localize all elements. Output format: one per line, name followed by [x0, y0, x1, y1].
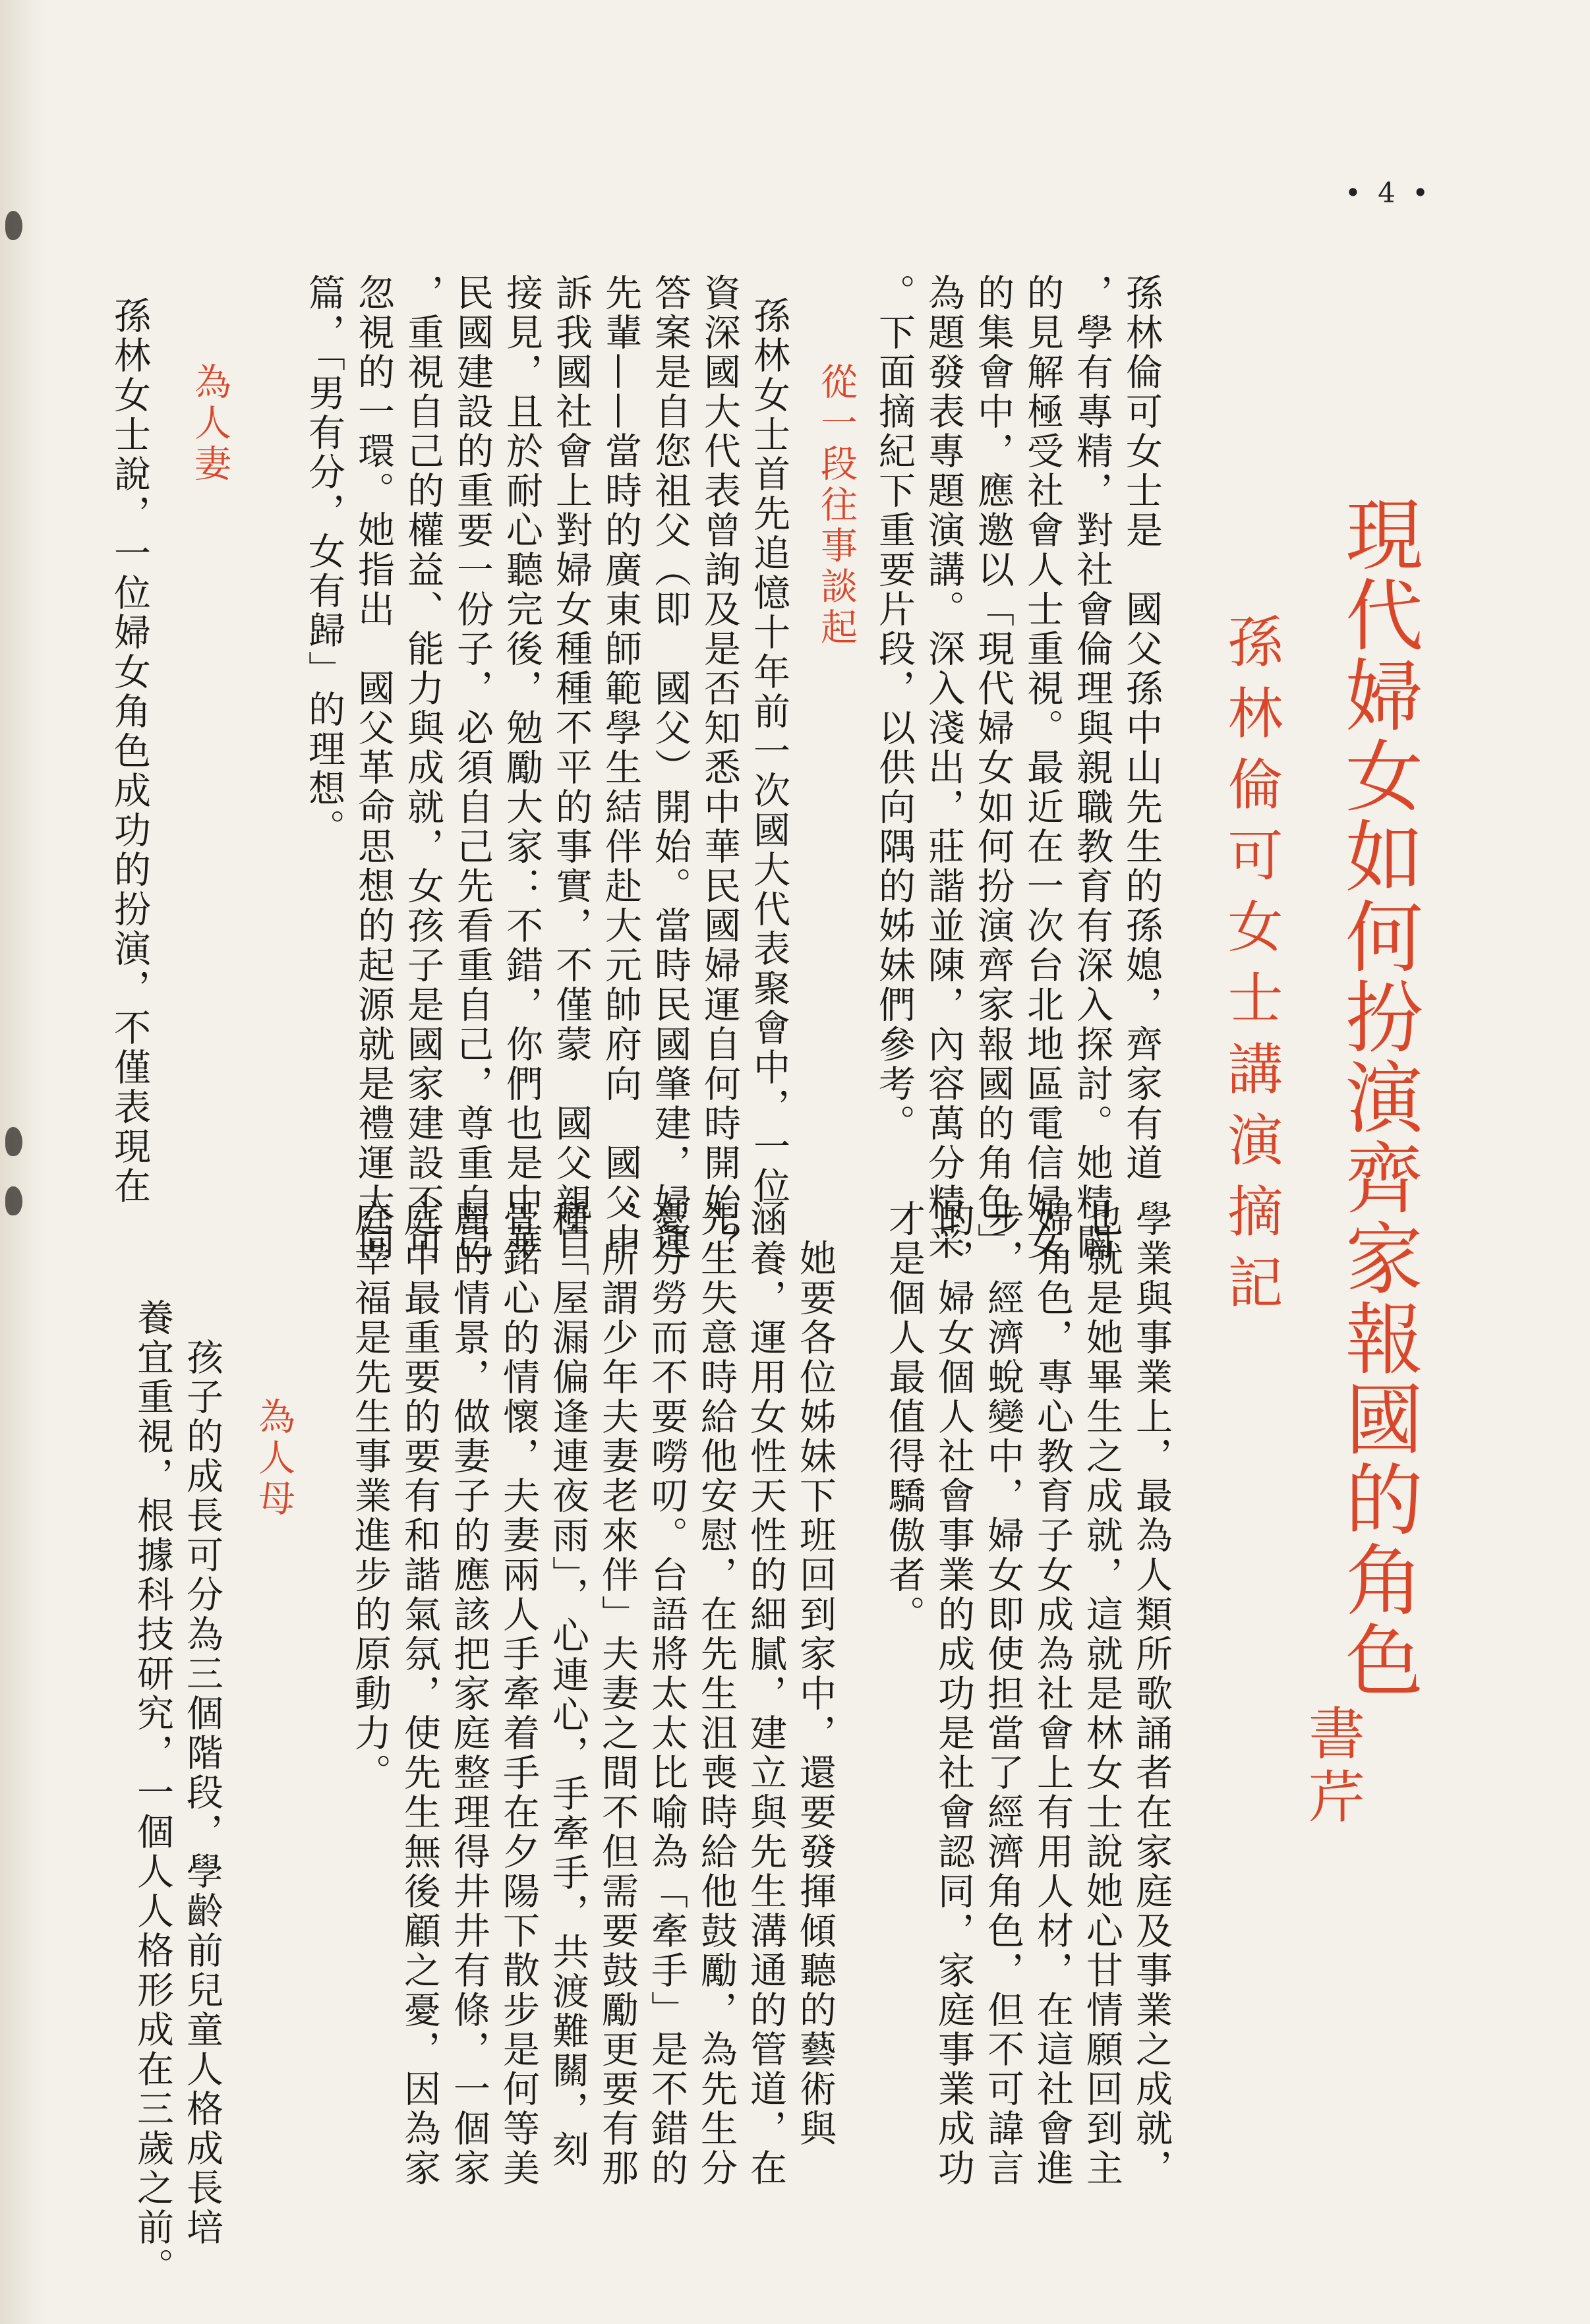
intro-line: 的見解極受社會人士重視。最近在一次台北地區電信婦女: [1021, 274, 1064, 1262]
paragraph-line: 孫林女士首先追憶十年前一次國大代表聚會中，一位: [748, 297, 790, 1206]
paragraph-line: 婦角色，專心教育子女成為社會上有用人材，在這社會進: [1031, 1200, 1074, 2188]
paragraph-line: 步，經濟蛻變中，婦女即使担當了經濟角色，但不可諱言: [982, 1200, 1024, 2188]
article-subtitle: 孫林倫可女士講演摘記: [1219, 613, 1283, 1325]
paragraph-line: 養宜重視，根據科技研究，一個人人格形成在三歲之前。: [131, 1298, 174, 2287]
paragraph-line: 庭中最重要的要有和諧氣氛，使先生無後顧之憂，因為家: [398, 1200, 441, 2188]
paragraph-line: ，所謂少年夫妻老來伴」夫妻之間不但需要鼓勵更要有那: [596, 1200, 639, 2188]
author-name: 書芹: [1299, 1704, 1365, 1830]
paragraph-line: 先生失意時給他安慰，在先生沮喪時給他鼓勵，為先生分: [695, 1200, 738, 2188]
intro-line: 為題發表專題演講。深入淺出，莊諧並陳，內容萬分精采: [922, 274, 965, 1262]
paragraph-line: 才是個人最值得驕傲者。: [883, 1200, 926, 1635]
page-number: • 4 •: [1345, 177, 1432, 209]
intro-line: 。下面摘紀下重要片段，以供向隅的姊妹們參考。: [873, 274, 916, 1144]
paragraph-line: 答案是自您祖父（即 國父）開始。當時民國肇建，婦運: [649, 274, 692, 1262]
paragraph-line: 資深國大代表曾詢及是否知悉中華民國婦運自何時開始？: [698, 274, 741, 1262]
paragraph-line: 種「屋漏偏逢連夜雨」，心連心，手牽手，共渡難關，刻: [546, 1200, 589, 2170]
paragraph-line: 麗的情景，做妻子的應該把家庭整理得井井有條，一個家: [448, 1200, 490, 2188]
intro-line: 孫林倫可女士是 國父孫中山先生的孫媳，齊家有道: [1120, 274, 1163, 1183]
section-heading-wife: 為人妻: [189, 363, 231, 485]
paragraph-line: 篇，「男有分，女有歸」的理想。: [303, 274, 345, 848]
paragraph-line: 學業與事業上，最為人類所歌誦者在家庭及事業之成就，: [1130, 1200, 1173, 2188]
paragraph-line: 涵養，運用女性天性的細膩，建立與先生溝通的管道，在: [744, 1200, 787, 2188]
paragraph-line: 憂分勞而不要嘮叨。台語將太太比喻為「牽手」是不錯的: [645, 1200, 688, 2188]
paragraph-line: 孩子的成長可分為三個階段，學齡前兒童人格成長培: [181, 1338, 223, 2248]
paragraph-line: 骨銘心的情懷，夫妻兩人手牽着手在夕陽下散步是何等美: [497, 1200, 540, 2188]
paragraph-line: 也就是她畢生之成就，這就是林女士說她心甘情願回到主: [1080, 1200, 1123, 2188]
paragraph-line: 她要各位姊妹下班回到家中，還要發揮傾聽的藝術與: [794, 1239, 837, 2149]
paragraph-line: 訴我國社會上對婦女種種不平的事實，不僅蒙 國父親自: [550, 274, 593, 1262]
punch-hole: [5, 211, 22, 240]
intro-line: ，學有專精，對社會倫理與親職教育有深入探討。她精闢: [1071, 274, 1113, 1262]
paragraph-line: 孫林女士說，一位婦女角色成功的扮演，不僅表現在: [108, 297, 151, 1206]
paragraph-line: ，重視自己的權益、能力與成就，女孩子是國家建設不可: [401, 274, 444, 1262]
paragraph-line: 接見，且於耐心聽完後，勉勵大家：不錯，你們也是中華: [500, 274, 543, 1262]
punch-hole: [5, 1186, 22, 1215]
section-heading-mother: 為人母: [252, 1397, 295, 1520]
binding-edge: [0, 0, 46, 2324]
article-title: 現代婦女如何扮演齊家報國的角色: [1332, 494, 1423, 1700]
paragraph-line: 的，婦女個人社會事業的成功是社會認同，家庭事業成功: [932, 1200, 975, 2188]
section-heading-history: 從一段往事談起: [815, 363, 858, 649]
paragraph-line: 先輩——當時的廣東師範學生結伴赴大元帥府向 國父申: [599, 274, 642, 1262]
intro-line: 的集會中，應邀以「現代婦女如何扮演齊家報國的角色」: [972, 274, 1015, 1262]
punch-hole: [5, 1127, 22, 1156]
paragraph-line: 忽視的一環。她指出 國父革命思想的起源就是禮運大同: [352, 274, 395, 1262]
paragraph-line: 民國建設的重要一份子，必須自己先看重自己，尊重自己: [451, 274, 494, 1262]
paragraph-line: 庭幸福是先生事業進步的原動力。: [349, 1200, 392, 1793]
